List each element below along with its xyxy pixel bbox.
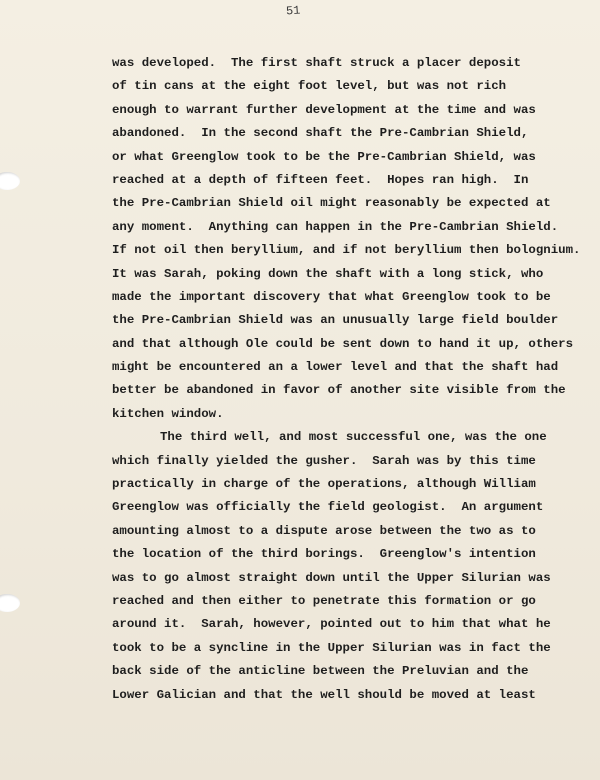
text-line: abandoned. In the second shaft the Pre-Cambrian Shield,	[112, 126, 529, 141]
text-line: of tin cans at the eight foot level, but was not rich	[112, 79, 507, 94]
paragraph	[112, 52, 582, 426]
text-line: and that although Ole could be sent down to hand it up, others	[112, 336, 574, 351]
text-line: the Pre-Cambrian Shield was an unusually large field boulder	[112, 313, 559, 328]
text-line: It was Sarah, poking down the shaft with a long stick, who	[112, 266, 544, 281]
text-line: any moment. Anything can happen in the Pre-Cambrian Shield.	[112, 219, 559, 234]
punch-hole	[0, 594, 20, 612]
text-line: took to be a syncline in the Upper Silurian was in fact the	[112, 640, 551, 655]
text-line: kitchen window.	[112, 406, 224, 421]
text-line: back side of the anticline between the Preluvian and the	[112, 664, 529, 679]
text-line: was to go almost straight down until the Upper Silurian was	[112, 570, 551, 585]
text-line: or what Greenglow took to be the Pre-Cambrian Shield, was	[112, 149, 536, 164]
text-line: If not oil then beryllium, and if not beryllium then bolognium.	[112, 243, 581, 258]
text-line: amounting almost to a dispute arose between the two as to	[112, 523, 536, 538]
text-line: was developed. The first shaft struck a placer deposit	[112, 56, 521, 70]
text-line: the Pre-Cambrian Shield oil might reasonably be expected at	[112, 196, 551, 211]
text-line: reached at a depth of fifteen feet. Hopes ran high. In	[112, 172, 529, 187]
punch-hole	[0, 172, 20, 190]
text-line: enough to warrant further development at the time and was	[112, 102, 536, 117]
page-number: 51	[285, 3, 301, 19]
text-line: the location of the third borings. Greenglow's intention	[112, 547, 536, 562]
text-line: made the important discovery that what Greenglow took to be	[112, 289, 551, 304]
text-line: Greenglow was officially the field geologist. An argument	[112, 500, 544, 515]
text-line: which finally yielded the gusher. Sarah was by this time	[112, 453, 536, 468]
paragraph	[112, 426, 582, 707]
text-line: practically in charge of the operations, although William	[112, 477, 536, 492]
text-line: around it. Sarah, however, pointed out to him that what he	[112, 617, 551, 632]
text-line: The third well, and most successful one, was the one	[160, 430, 547, 445]
body-text	[112, 52, 582, 707]
text-line: better be abandoned in favor of another site visible from the	[112, 383, 566, 398]
text-line: reached and then either to penetrate this formation or go	[112, 593, 536, 608]
text-line: might be encountered an a lower level and that the shaft had	[112, 360, 559, 375]
text-line: Lower Galician and that the well should be moved at least	[112, 687, 536, 702]
